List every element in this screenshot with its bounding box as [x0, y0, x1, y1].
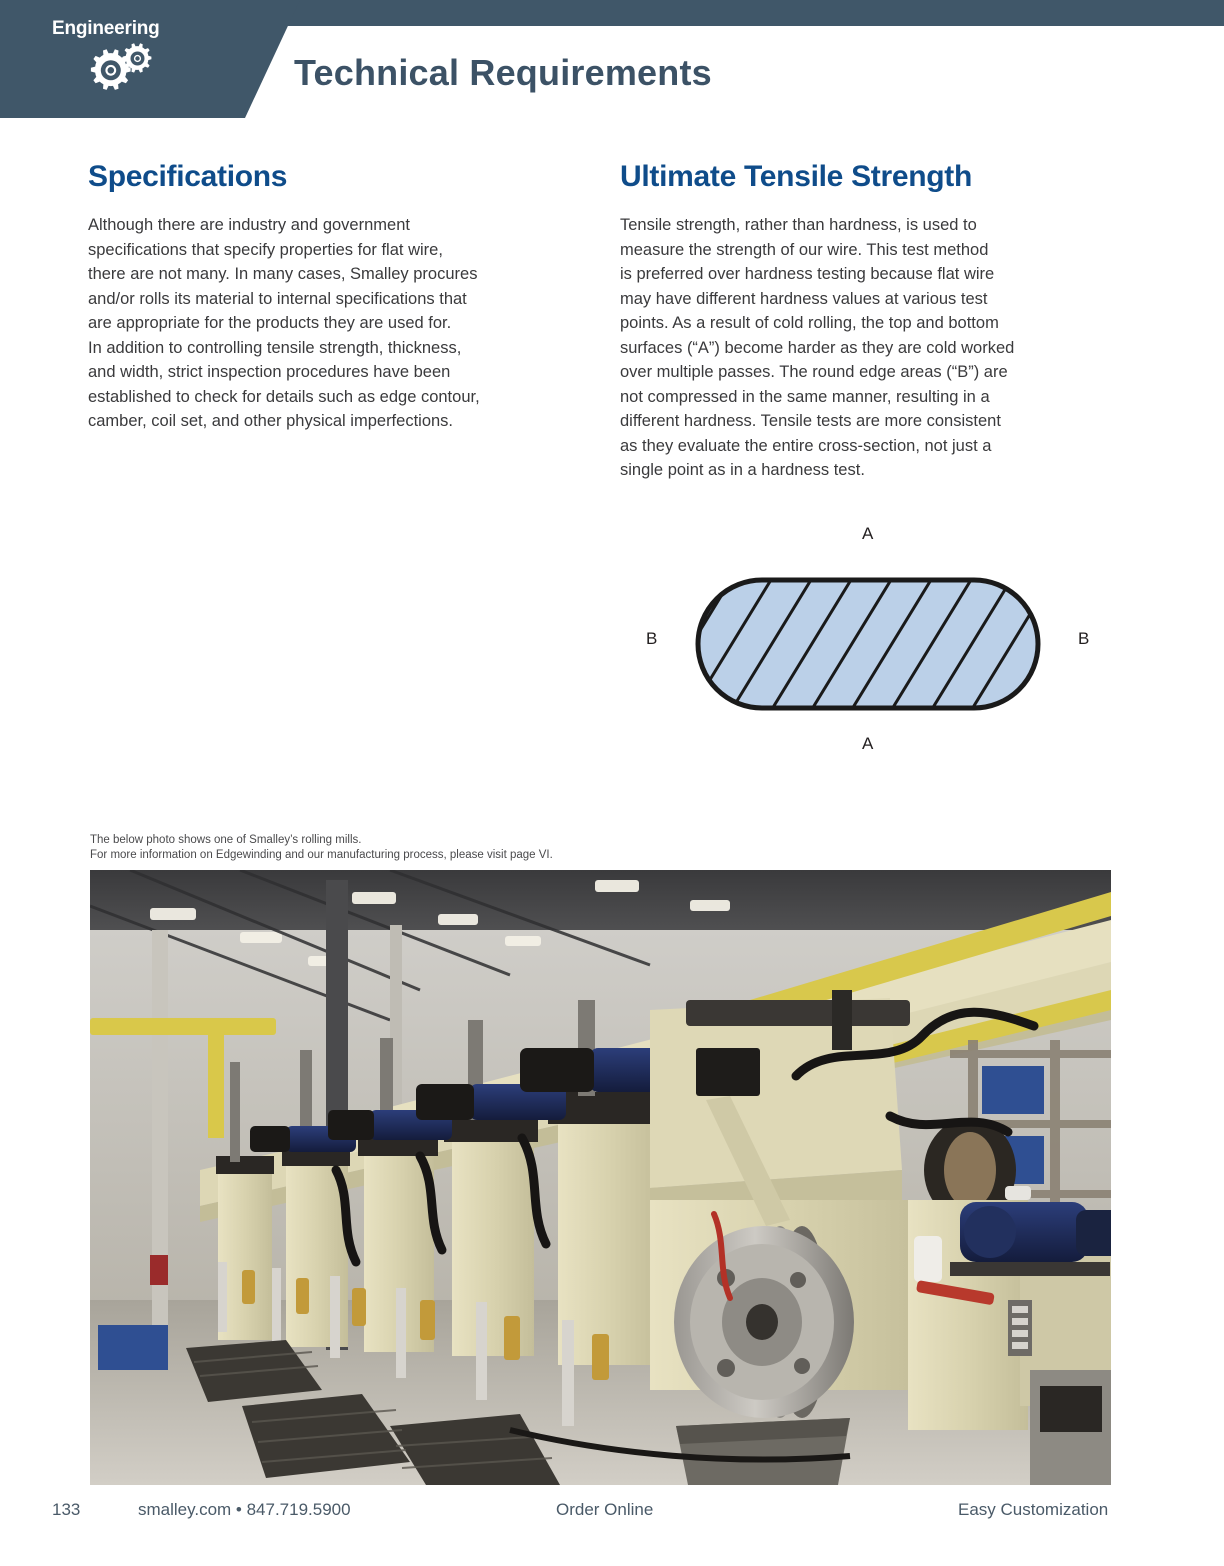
footer-easy-customization[interactable]: Easy Customization [958, 1500, 1109, 1519]
body-line: and width, strict inspection procedures have been [88, 363, 451, 381]
body-line: is preferred over hardness testing because flat wire [620, 265, 995, 283]
footer-contact: smalley.com • 847.719.5900 [138, 1500, 351, 1519]
photo-caption-line: For more information on Edgewinding and our manufacturing process, please visit page VI. [90, 849, 553, 861]
body-line: there are not many. In many cases, Smalley procures [88, 265, 478, 283]
footer-order-online[interactable]: Order Online [556, 1500, 654, 1519]
body-line: camber, coil set, and other physical imperfections. [88, 412, 454, 430]
body-line: In addition to controlling tensile strength, thickness, [88, 338, 462, 357]
gears-icon [84, 40, 158, 98]
body-line: and/or rolls its material to internal specifications that [88, 289, 467, 308]
footer-page-number: 133 [52, 1500, 81, 1519]
body-line: points. As a result of cold rolling, the top and bottom [620, 314, 999, 332]
body-line: over multiple passes. The round edge areas (“B”) are [620, 363, 1008, 381]
body-line: specifications that specify properties for flat wire, [88, 240, 443, 259]
ultimate-tensile-strength-heading: Ultimate Tensile Strength [620, 160, 973, 193]
specifications-body [88, 213, 583, 434]
photo-caption-line: The below photo shows one of Smalley’s rolling mills. [90, 834, 362, 846]
page-title: Technical Requirements [294, 52, 712, 93]
specifications-heading: Specifications [88, 160, 288, 193]
specifications-section [88, 160, 583, 434]
header-eyebrow-label: Engineering [52, 18, 160, 39]
body-line: Tensile strength, rather than hardness, is used to [620, 216, 977, 234]
page-footer [0, 1498, 1224, 1538]
rolling-mill-photo [90, 870, 1111, 1485]
diagram-label-b-right: B [1078, 629, 1090, 648]
body-line: may have different hardness values at various test [620, 289, 988, 308]
body-line: single point as in a hardness test. [620, 461, 865, 479]
ultimate-tensile-strength-section [620, 160, 1115, 483]
body-line: Although there are industry and government [88, 216, 410, 234]
flat-wire-cross-section-diagram [620, 512, 1115, 780]
diagram-label-a-bottom: A [862, 734, 874, 753]
rolling-mill-illustration [90, 870, 1111, 1485]
diagram-label-b-left: B [646, 629, 658, 648]
page-header [0, 0, 1224, 130]
body-line: established to check for details such as edge contour, [88, 387, 480, 406]
body-line: not compressed in the same manner, resulting in a [620, 387, 990, 406]
body-line: surfaces (“A”) become harder as they are cold worked [620, 338, 1015, 357]
body-line: are appropriate for the products they are used for. [88, 314, 452, 332]
diagram-label-a-top: A [862, 524, 874, 543]
ultimate-tensile-strength-body [620, 213, 1115, 483]
body-line: measure the strength of our wire. This test method [620, 240, 989, 259]
photo-caption [90, 833, 553, 863]
body-line: different hardness. Tensile tests are more consistent [620, 412, 1001, 430]
body-line: as they evaluate the entire cross-section, not just a [620, 436, 992, 455]
